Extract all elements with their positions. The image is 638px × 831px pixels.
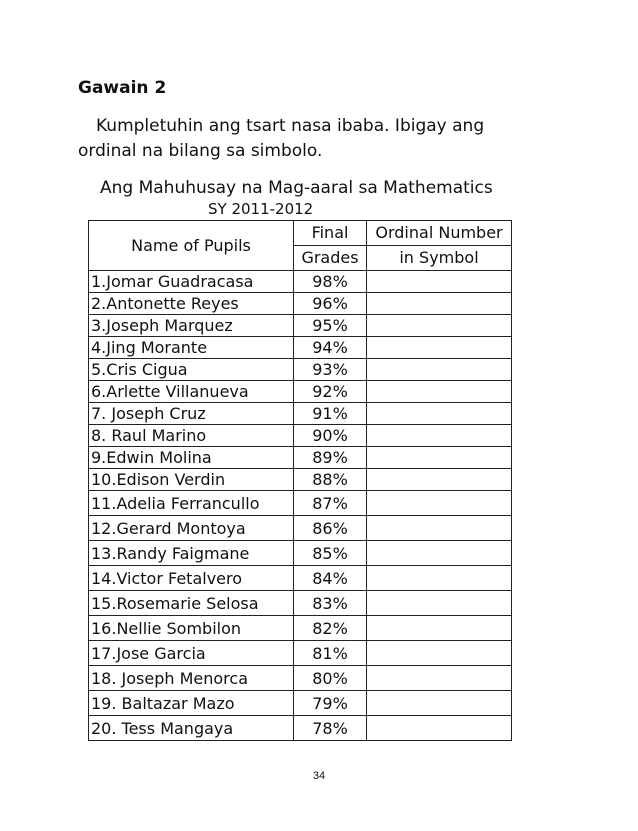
table-row [89,337,512,359]
final-grade-cell: 80% [294,666,367,691]
activity-heading: Gawain 2 [78,78,167,98]
ordinal-symbol-cell[interactable] [367,425,512,447]
table-body [89,271,512,741]
final-grade-cell: 78% [294,716,367,741]
ordinal-symbol-cell[interactable] [367,591,512,616]
pupil-name-cell: 10.Edison Verdin [89,469,294,491]
pupil-name-cell: 15.Rosemarie Selosa [89,591,294,616]
table-row [89,616,512,641]
ordinal-symbol-cell[interactable] [367,566,512,591]
column-header-name: Name of Pupils [89,221,294,271]
pupil-name-cell: 9.Edwin Molina [89,447,294,469]
final-grade-cell: 86% [294,516,367,541]
table-row [89,403,512,425]
ordinal-symbol-cell[interactable] [367,337,512,359]
pupil-name-cell: 16.Nellie Sombilon [89,616,294,641]
table-row [89,271,512,293]
instruction-line-2: ordinal na bilang sa simbolo. [78,141,323,161]
column-header-ordinal-bottom: in Symbol [367,246,512,271]
table-title: Ang Mahuhusay na Mag-aaral sa Mathematics [100,178,493,198]
final-grade-cell: 88% [294,469,367,491]
ordinal-symbol-cell[interactable] [367,359,512,381]
page-number: 34 [312,770,326,782]
table-row [89,691,512,716]
table-row [89,447,512,469]
ordinal-symbol-cell[interactable] [367,469,512,491]
final-grade-cell: 95% [294,315,367,337]
table-row [89,381,512,403]
column-header-grade-top: Final [294,221,367,246]
pupil-name-cell: 13.Randy Faigmane [89,541,294,566]
final-grade-cell: 81% [294,641,367,666]
ordinal-symbol-cell[interactable] [367,691,512,716]
final-grade-cell: 85% [294,541,367,566]
table-row [89,469,512,491]
pupil-name-cell: 18. Joseph Menorca [89,666,294,691]
final-grade-cell: 98% [294,271,367,293]
pupil-name-cell: 2.Antonette Reyes [89,293,294,315]
column-header-ordinal-top: Ordinal Number [367,221,512,246]
final-grade-cell: 87% [294,491,367,516]
instruction-line-1: Kumpletuhin ang tsart nasa ibaba. Ibigay ang [96,116,485,136]
ordinal-symbol-cell[interactable] [367,315,512,337]
pupil-name-cell: 8. Raul Marino [89,425,294,447]
table-row [89,315,512,337]
final-grade-cell: 96% [294,293,367,315]
final-grade-cell: 94% [294,337,367,359]
pupil-name-cell: 6.Arlette Villanueva [89,381,294,403]
final-grade-cell: 84% [294,566,367,591]
ordinal-symbol-cell[interactable] [367,491,512,516]
pupil-name-cell: 17.Jose Garcia [89,641,294,666]
ordinal-symbol-cell[interactable] [367,403,512,425]
final-grade-cell: 92% [294,381,367,403]
ordinal-symbol-cell[interactable] [367,666,512,691]
pupil-name-cell: 12.Gerard Montoya [89,516,294,541]
pupil-name-cell: 4.Jing Morante [89,337,294,359]
ordinal-symbol-cell[interactable] [367,541,512,566]
final-grade-cell: 93% [294,359,367,381]
ordinal-symbol-cell[interactable] [367,381,512,403]
final-grade-cell: 89% [294,447,367,469]
final-grade-cell: 79% [294,691,367,716]
final-grade-cell: 83% [294,591,367,616]
pupils-table [88,220,512,741]
final-grade-cell: 82% [294,616,367,641]
table-row [89,591,512,616]
pupil-name-cell: 11.Adelia Ferrancullo [89,491,294,516]
table-row [89,566,512,591]
table-subtitle: SY 2011-2012 [208,200,314,218]
ordinal-symbol-cell[interactable] [367,271,512,293]
pupil-name-cell: 7. Joseph Cruz [89,403,294,425]
table-row [89,293,512,315]
table-row [89,425,512,447]
table-row [89,641,512,666]
table-row [89,491,512,516]
column-header-grade-bottom: Grades [294,246,367,271]
table-row [89,716,512,741]
pupil-name-cell: 20. Tess Mangaya [89,716,294,741]
ordinal-symbol-cell[interactable] [367,447,512,469]
pupil-name-cell: 14.Victor Fetalvero [89,566,294,591]
table-row [89,666,512,691]
final-grade-cell: 90% [294,425,367,447]
final-grade-cell: 91% [294,403,367,425]
ordinal-symbol-cell[interactable] [367,516,512,541]
pupil-name-cell: 19. Baltazar Mazo [89,691,294,716]
ordinal-symbol-cell[interactable] [367,293,512,315]
ordinal-symbol-cell[interactable] [367,641,512,666]
ordinal-symbol-cell[interactable] [367,616,512,641]
table-row [89,516,512,541]
pupil-name-cell: 3.Joseph Marquez [89,315,294,337]
ordinal-symbol-cell[interactable] [367,716,512,741]
table-row [89,541,512,566]
pupil-name-cell: 1.Jomar Guadracasa [89,271,294,293]
pupil-name-cell: 5.Cris Cigua [89,359,294,381]
table-row [89,359,512,381]
